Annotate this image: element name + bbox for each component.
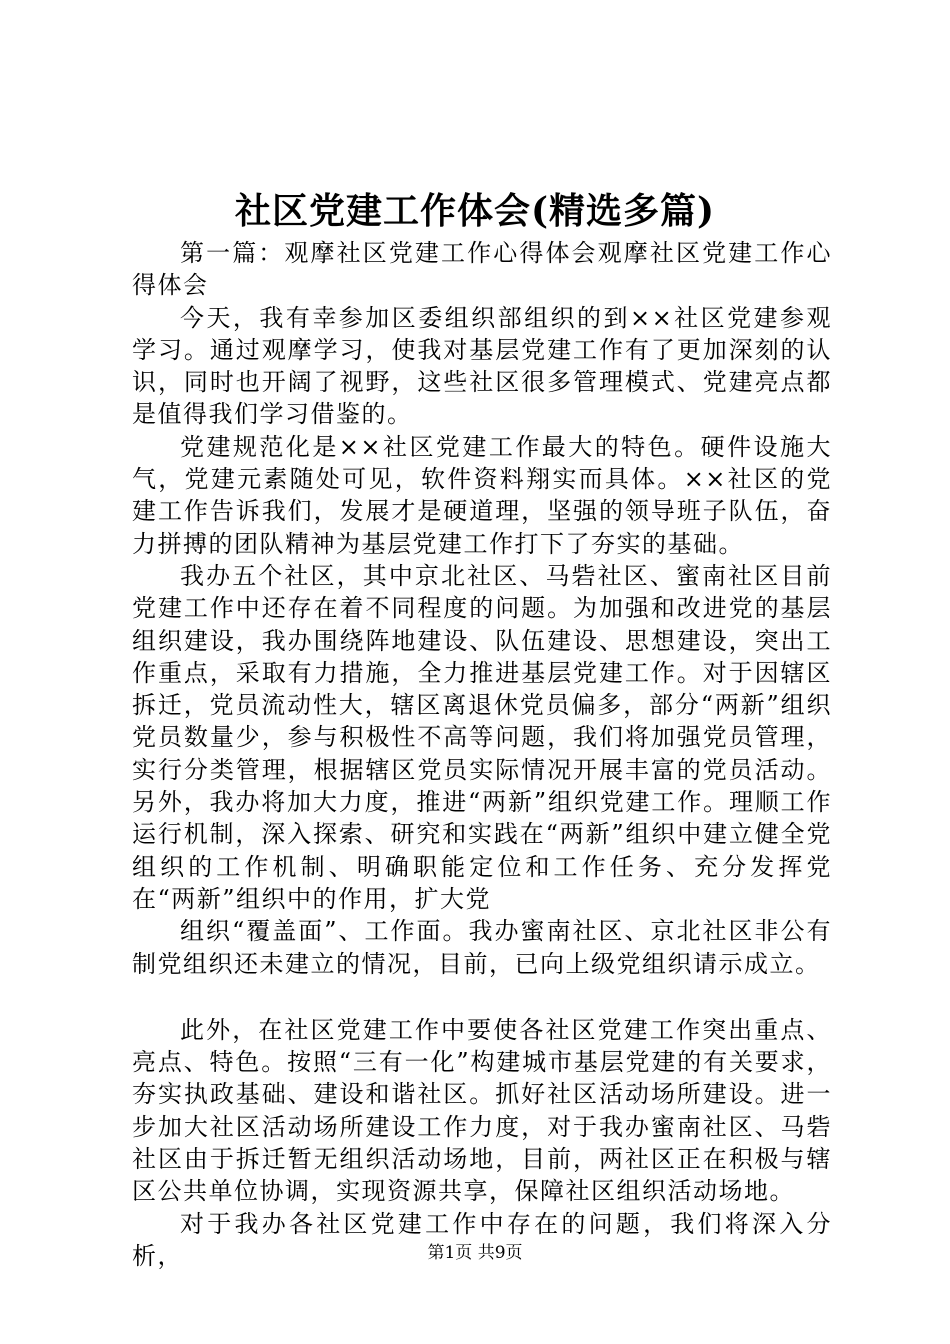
paragraph-6: 此外，在社区党建工作中要使各社区党建工作突出重点、亮点、特色。按照“三有一化”构建城市基层党建的有关要求，夯实执政基础、建设和谐社区。抓好社区活动场所建设。进一步加大社区活动场所建设工作力度，对于我办蜜南社区、马砦社区由于拆迁暂无组织活动场地，目前，两社区正在积极与辖区公共单位协调，实现资源共享，保障社区组织活动场地。 [132, 1015, 832, 1206]
paragraph-1: 第一篇：观摩社区党建工作心得体会观摩社区党建工作心得体会 [132, 239, 832, 300]
page-number-footer: 第1页 共9页 [427, 1243, 523, 1263]
document-body [132, 237, 832, 1272]
paragraph-7: 对于我办各社区党建工作中存在的问题，我们将深入分析， [132, 1209, 832, 1270]
paragraph-2: 今天，我有幸参加区委组织部组织的到××社区党建参观学习。通过观摩学习，使我对基层党建工作有了更加深刻的认识，同时也开阔了视野，这些社区很多管理模式、党建亮点都是值得我们学习借鉴的。 [132, 303, 832, 429]
document-title: 社区党建工作体会(精选多篇) [234, 190, 716, 232]
paragraph-5: 组织“覆盖面”、工作面。我办蜜南社区、京北社区非公有制党组织还未建立的情况，目前，已向上级党组织请示成立。 [132, 917, 832, 978]
paragraph-4: 我办五个社区，其中京北社区、马砦社区、蜜南社区目前党建工作中还存在着不同程度的问题。为加强和改进党的基层组织建设，我办围绕阵地建设、队伍建设、思想建设，突出工作重点，采取有力措施，全力推进基层党建工作。对于因辖区拆迁，党员流动性大，辖区离退休党员偏多，部分“两新”组织党员数量少，参与积极性不高等问题，我们将加强党员管理，实行分类管理，根据辖区党员实际情况开展丰富的党员活动。另外，我办将加大力度，推进“两新”组织党建工作。理顺工作运行机制，深入探索、研究和实践在“两新”组织中建立健全党组织的工作机制、明确职能定位和工作任务、充分发挥党在“两新”组织中的作用，扩大党 [132, 561, 832, 913]
paragraph-3: 党建规范化是××社区党建工作最大的特色。硬件设施大气，党建元素随处可见，软件资料翔实而具体。××社区的党建工作告诉我们，发展才是硬道理，坚强的领导班子队伍，奋力拼搏的团队精神为基层党建工作打下了夯实的基础。 [132, 432, 832, 558]
